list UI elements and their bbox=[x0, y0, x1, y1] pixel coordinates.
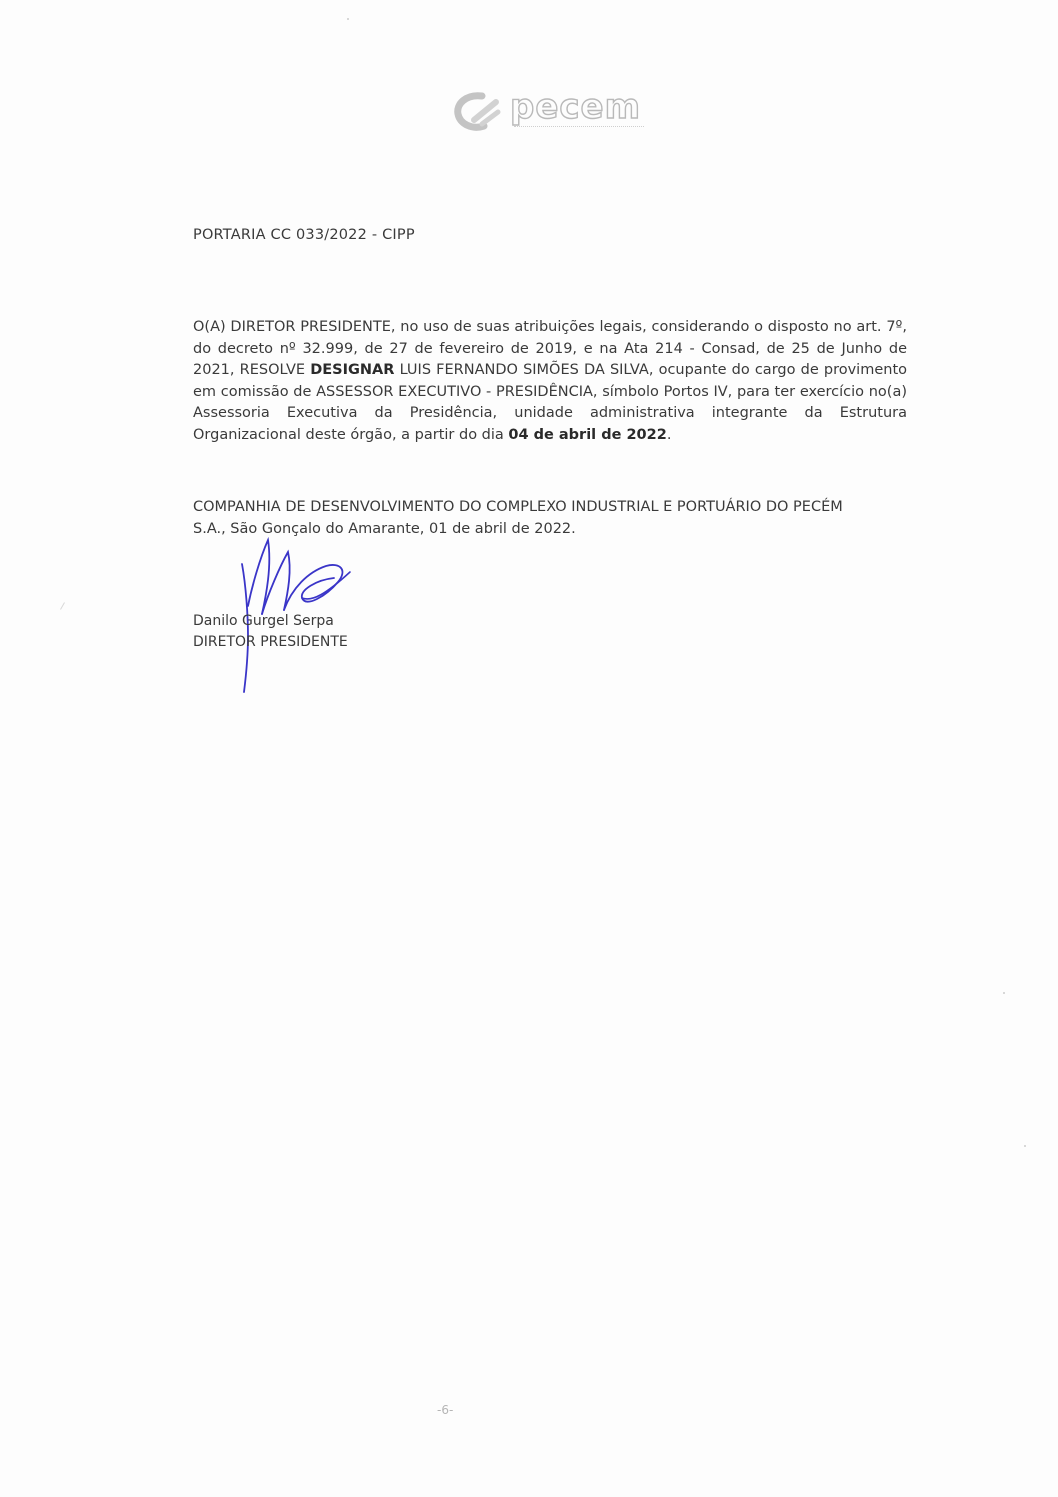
signer-name: Danilo Gurgel Serpa bbox=[193, 613, 334, 629]
body-middle: LUIS FERNANDO SIMÕES DA SILVA, ocupante do cargo de provimento em comissão de ASSESSOR EXECUTIVO - PRESIDÊNCIA, símbolo Portos IV, para ter exercício no(a) Assessoria Executiva da Presidência, unidade administrativa integrante da Estrutura Organizacional deste órgão, a partir do dia bbox=[193, 362, 907, 443]
scan-speck bbox=[1024, 1145, 1026, 1147]
signature-block bbox=[193, 611, 348, 653]
closing-line-2: S.A., São Gonçalo do Amarante, 01 de abril de 2022. bbox=[193, 520, 576, 537]
logo-tagline-line bbox=[514, 126, 644, 129]
scan-speck bbox=[60, 602, 65, 609]
closing-paragraph bbox=[193, 497, 913, 540]
logo-wordmark: pecem bbox=[510, 87, 642, 127]
document-body bbox=[193, 317, 907, 447]
scan-speck bbox=[1003, 992, 1005, 994]
signer-title: DIRETOR PRESIDENTE bbox=[193, 634, 348, 650]
body-bold-verb: DESIGNAR bbox=[310, 362, 395, 379]
scan-speck bbox=[347, 18, 349, 20]
page-number-mark: -6- bbox=[437, 1403, 454, 1417]
closing-line-1: COMPANHIA DE DESENVOLVIMENTO DO COMPLEXO INDUSTRIAL E PORTUÁRIO DO PECÉM bbox=[193, 499, 843, 515]
company-logo bbox=[452, 88, 648, 134]
body-suffix: . bbox=[666, 426, 672, 443]
document-title: PORTARIA CC 033/2022 - CIPP bbox=[193, 227, 415, 243]
body-bold-date: 04 de abril de 2022 bbox=[508, 426, 667, 443]
body-prefix: O(A) DIRETOR PRESIDENTE, no uso de suas atribuições legais, considerando o disposto no art. 7º, do decreto nº 32.999, de 27 de fevereiro de 2019, e na Ata 214 - Consad, de 25 de Junho de 2021, RESOLVE bbox=[193, 319, 907, 379]
pecem-logo-icon bbox=[452, 90, 504, 134]
